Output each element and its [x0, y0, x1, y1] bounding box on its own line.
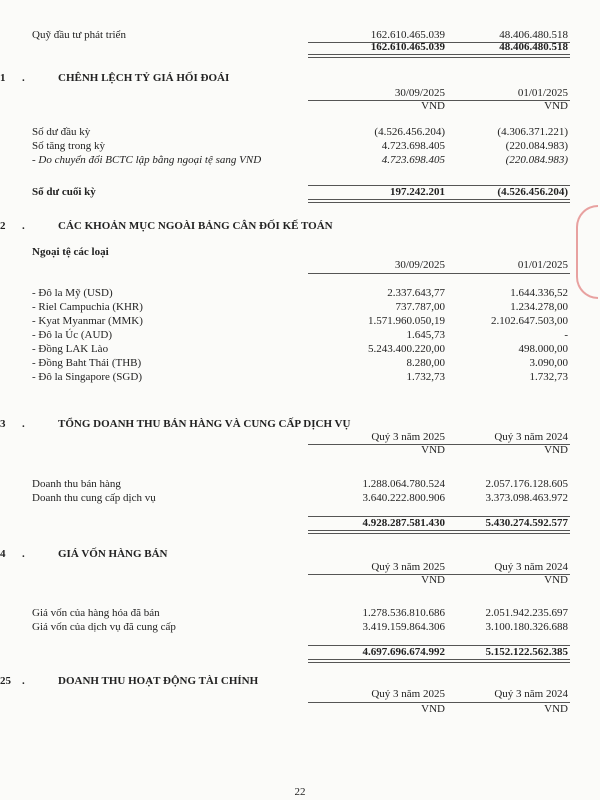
total-row: [0, 186, 600, 200]
section-title: CHÊNH LỆCH TỶ GIÁ HỐI ĐOÁI: [58, 72, 230, 84]
unit-header: [0, 703, 600, 717]
table-row: [0, 478, 600, 492]
col1-unit: VND: [421, 703, 445, 715]
total-col2: 5.430.274.592.577: [485, 517, 568, 529]
section-dot: .: [22, 72, 25, 84]
value-col1: 8.280,00: [406, 357, 445, 369]
value-col2: 1.234.278,00: [510, 301, 568, 313]
col1-header: 30/09/2025: [394, 259, 445, 271]
section-title: TỔNG DOANH THU BÁN HÀNG VÀ CUNG CẤP DỊCH VỤ: [58, 418, 351, 430]
double-rule: [408, 530, 570, 534]
table-row: [0, 287, 600, 301]
rule: [408, 273, 570, 274]
total-col1: 197.242.201: [390, 186, 445, 198]
table-row: [0, 371, 600, 385]
row-label: Giá vốn của dịch vụ đã cung cấp: [32, 621, 176, 633]
value-col1: 1.571.960.050,19: [368, 315, 445, 327]
value-col2: 2.102.647.503,00: [491, 315, 568, 327]
col2-unit: VND: [544, 444, 568, 456]
col2-unit: VND: [544, 703, 568, 715]
double-rule: [408, 199, 570, 203]
table-row: [0, 621, 600, 635]
total-col1: 162.610.465.039: [370, 41, 445, 53]
table-row: [0, 126, 600, 140]
col2-unit: VND: [544, 574, 568, 586]
value-col1: 1.288.064.780.524: [362, 478, 445, 490]
row-label: Số tăng trong kỳ: [32, 140, 106, 152]
row-label: Số dư cuối kỳ: [32, 186, 96, 198]
value-col1: 4.723.698.405: [381, 154, 445, 166]
table-row: [0, 140, 600, 154]
page-number: 22: [294, 786, 306, 798]
table-row: [0, 301, 600, 315]
value-col2: 498.000,00: [518, 343, 568, 355]
col2-header: 01/01/2025: [517, 87, 568, 99]
col2-header: Quý 3 năm 2024: [494, 688, 568, 700]
value-col2: 3.373.098.463.972: [485, 492, 568, 504]
table-row: [0, 357, 600, 371]
value-col1: 2.337.643,77: [387, 287, 445, 299]
value-col2: 1.732,73: [529, 371, 568, 383]
value-col2: 2.051.942.235.697: [485, 607, 568, 619]
value-col1: (4.526.456.204): [374, 126, 445, 138]
row-label: Giá vốn của hàng hóa đã bán: [32, 607, 160, 619]
table-row: [0, 315, 600, 329]
section-title: GIÁ VỐN HÀNG BÁN: [58, 548, 168, 560]
section-number: 4: [0, 548, 6, 560]
section-heading: [0, 418, 600, 432]
value-col2: (4.306.371.221): [497, 126, 568, 138]
value-col2: 48.406.480.518: [499, 29, 568, 41]
section-dot: .: [22, 418, 25, 430]
value-col2: 3.090,00: [529, 357, 568, 369]
col2-header: Quý 3 năm 2024: [494, 431, 568, 443]
row-label: - Đồng Baht Thái (THB): [32, 357, 142, 369]
value-col1: 4.723.698.405: [381, 140, 445, 152]
row-label: - Riel Campuchia (KHR): [32, 301, 143, 313]
total-row: [0, 517, 600, 531]
value-col2: 3.100.180.326.688: [485, 621, 568, 633]
table-row: [0, 492, 600, 506]
col1-header: Quý 3 năm 2025: [371, 431, 445, 443]
section-heading: [0, 548, 600, 562]
value-col1: 162.610.465.039: [370, 29, 445, 41]
table-row: [0, 329, 600, 343]
section-title: DOANH THU HOẠT ĐỘNG TÀI CHÍNH: [58, 675, 259, 687]
row-label: - Kyat Myanmar (MMK): [32, 315, 143, 327]
total-col1: 4.697.696.674.992: [362, 646, 445, 658]
value-col2: 2.057.176.128.605: [485, 478, 568, 490]
fund-total-row: [0, 41, 600, 55]
section-dot: .: [22, 220, 25, 232]
row-label: Doanh thu bán hàng: [32, 478, 121, 490]
column-header: [0, 259, 600, 273]
value-col1: 1.278.536.810.686: [362, 607, 445, 619]
column-header: [0, 688, 600, 702]
unit-header: [0, 444, 600, 458]
value-col2: (220.084.983): [505, 140, 568, 152]
value-col1: 3.419.159.864.306: [362, 621, 445, 633]
col1-unit: VND: [421, 100, 445, 112]
table-row: [0, 154, 600, 168]
col1-unit: VND: [421, 444, 445, 456]
total-row: [0, 646, 600, 660]
col2-unit: VND: [544, 100, 568, 112]
table-row: [0, 607, 600, 621]
col2-header: Quý 3 năm 2024: [494, 561, 568, 573]
subtitle: Ngoại tệ các loại: [32, 246, 109, 258]
section-heading: [0, 675, 600, 689]
total-col2: 48.406.480.518: [499, 41, 568, 53]
table-row: [0, 343, 600, 357]
col1-unit: VND: [421, 574, 445, 586]
section-dot: .: [22, 548, 25, 560]
row-label: - Đô la Úc (AUD): [32, 329, 113, 341]
value-col1: 737.787,00: [395, 301, 445, 313]
column-header: [0, 87, 600, 101]
column-header: [0, 431, 600, 445]
section-number: 3: [0, 418, 6, 430]
value-col1: 1.732,73: [406, 371, 445, 383]
row-label: Quỹ đầu tư phát triển: [32, 29, 126, 41]
value-col1: 1.645,73: [406, 329, 445, 341]
subsection-title: [0, 246, 600, 260]
row-label: - Do chuyển đổi BCTC lập bằng ngoại tệ sang VND: [32, 154, 262, 166]
value-col2: (220.084.983): [505, 154, 568, 166]
col2-header: 01/01/2025: [517, 259, 568, 271]
section-number: 1: [0, 72, 6, 84]
row-label: Số dư đầu kỳ: [32, 126, 91, 138]
section-number: 2: [0, 220, 6, 232]
col1-header: Quý 3 năm 2025: [371, 561, 445, 573]
col1-header: Quý 3 năm 2025: [371, 688, 445, 700]
double-rule: [408, 54, 570, 58]
value-col2: 1.644.336,52: [510, 287, 568, 299]
value-col2: -: [564, 329, 568, 341]
total-col1: 4.928.287.581.430: [362, 517, 445, 529]
section-heading: [0, 72, 600, 86]
row-label: - Đồng LAK Lào: [32, 343, 109, 355]
section-title: CÁC KHOẢN MỤC NGOÀI BẢNG CÂN ĐỐI KẾ TOÁN: [58, 220, 333, 232]
col1-header: 30/09/2025: [394, 87, 445, 99]
total-col2: 5.152.122.562.385: [485, 646, 568, 658]
double-rule: [408, 659, 570, 663]
value-col1: 3.640.222.800.906: [362, 492, 445, 504]
section-heading: [0, 220, 600, 234]
total-col2: (4.526.456.204): [497, 186, 568, 198]
section-dot: .: [22, 675, 25, 687]
row-label: - Đô la Mỹ (USD): [32, 287, 113, 299]
column-header: [0, 561, 600, 575]
row-label: Doanh thu cung cấp dịch vụ: [32, 492, 156, 504]
value-col1: 5.243.400.220,00: [368, 343, 445, 355]
unit-header: [0, 574, 600, 588]
row-label: - Đô la Singapore (SGD): [32, 371, 142, 383]
section-number: 25: [0, 675, 11, 687]
unit-header: [0, 100, 600, 114]
